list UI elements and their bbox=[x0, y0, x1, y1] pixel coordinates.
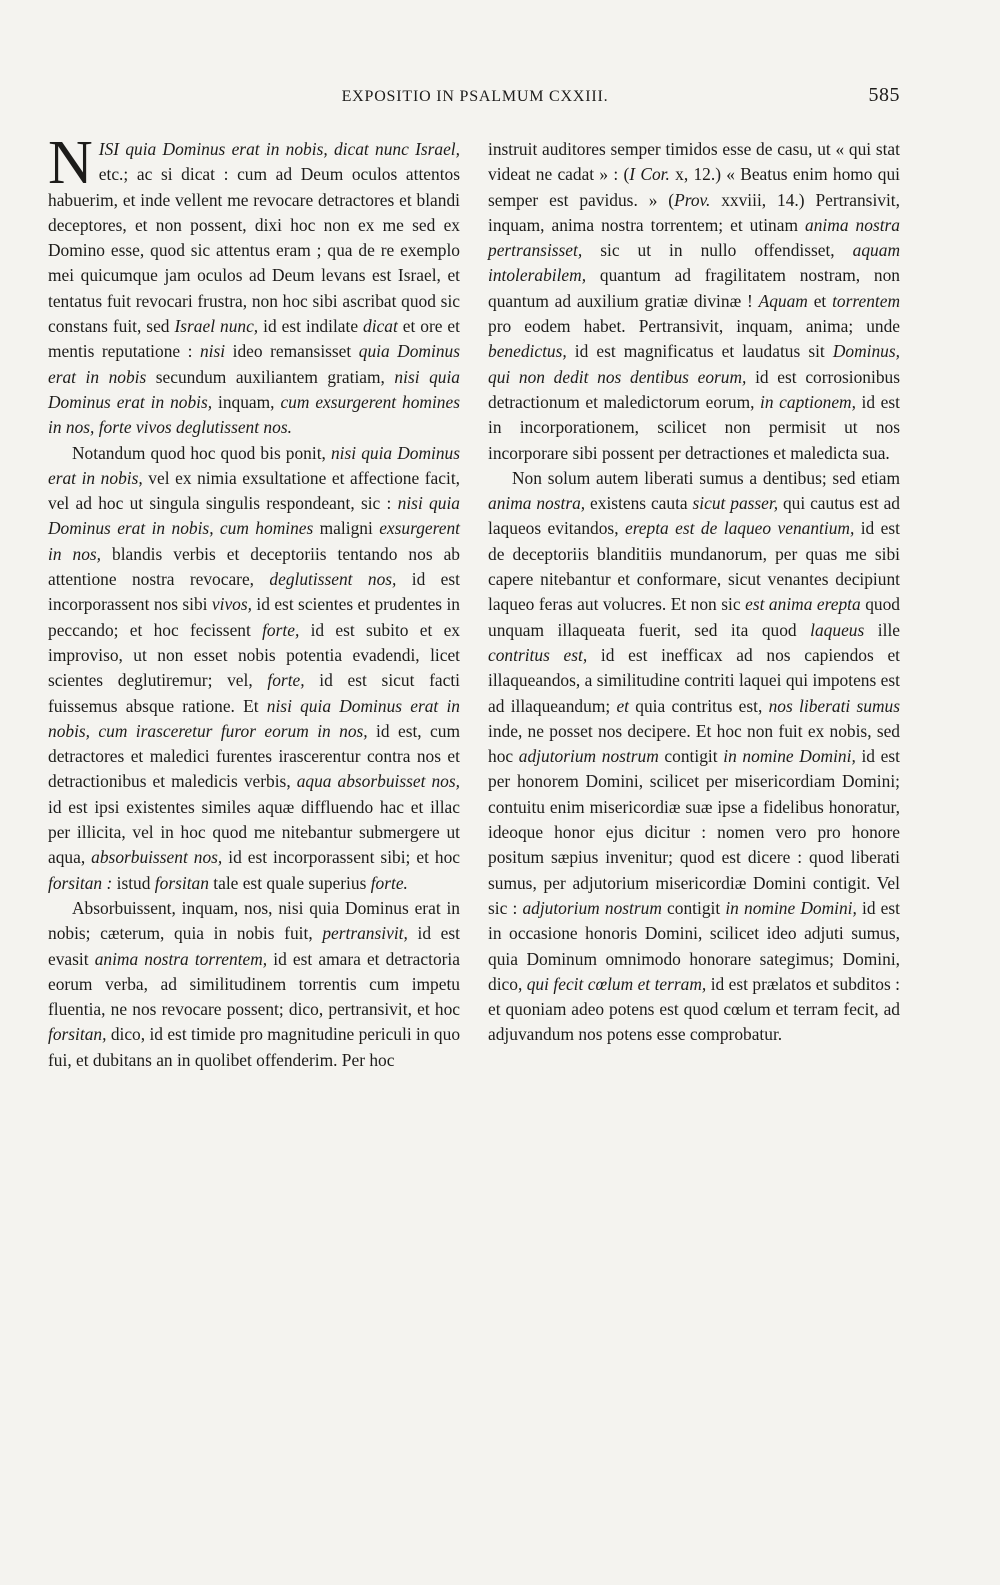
emphasis: vivos, bbox=[211, 594, 252, 615]
text-run: id est in occasione honoris Domini, scilicet ideo adjuti sumus, quia Dominum omnimodo honorare sategimus; Domini, dico, bbox=[488, 897, 900, 994]
text-run: inquam, bbox=[212, 391, 281, 412]
emphasis: Dominus, qui non dedit nos dentibus eorum, bbox=[488, 341, 900, 387]
paragraph bbox=[488, 137, 900, 466]
emphasis: in captionem, bbox=[760, 391, 856, 412]
emphasis: I Cor. bbox=[629, 164, 670, 185]
text-run: id est inefficax ad nos capiendos et illaqueandos, a similitudine contriti laquei qui impotens est ad illaqueandum; bbox=[488, 644, 900, 716]
text-run: Non solum autem liberati sumus a dentibus; sed etiam bbox=[512, 467, 900, 488]
emphasis: deglutissent nos, bbox=[269, 569, 397, 590]
text-run: tale est quale superius bbox=[208, 872, 371, 893]
emphasis: aqua absorbuisset nos, bbox=[296, 771, 460, 792]
text-run: inde, ne posset nos decipere. Et hoc non fuit ex nobis, sed hoc bbox=[488, 720, 900, 767]
emphasis: forsitan, bbox=[48, 1024, 107, 1045]
text-run: Absorbuissent, inquam, nos, nisi quia Dominus erat in nobis; cæterum, quia in nobis fuit, bbox=[48, 897, 460, 944]
running-title: EXPOSITIO IN PSALMUM CXXIII. bbox=[341, 88, 609, 105]
text-run: id est corrosionibus detractionum et maledictorum eorum, bbox=[488, 366, 900, 412]
emphasis: forte, bbox=[262, 619, 300, 640]
emphasis: contritus est, bbox=[488, 644, 588, 665]
text-run: id est, cum detractores et maledici furentes irascerentur contra nos et detractionibus et maledicis verbis, bbox=[48, 720, 460, 792]
emphasis: adjutorium nostrum bbox=[522, 897, 662, 918]
text-run: id est de deceptoriis blanditiis mundanorum, per quas me sibi capere nitebantur et conformare, sicut venantes decipiunt laqueo feras aut volucres. Et non sic bbox=[488, 518, 900, 615]
emphasis: erepta est de laqueo venantium, bbox=[624, 518, 855, 539]
paragraph bbox=[48, 896, 460, 1073]
right-column bbox=[488, 137, 900, 1048]
emphasis: est anima erepta bbox=[745, 594, 861, 615]
emphasis: absorbuissent nos, bbox=[91, 847, 223, 868]
text-run: ille bbox=[864, 619, 901, 640]
text-run: id est sicut facti fuissemus absque ratione. Et bbox=[48, 670, 460, 716]
page-number: 585 bbox=[868, 84, 900, 106]
text-run: et ore et mentis reputatione : bbox=[48, 316, 460, 362]
emphasis: anima nostra pertransisset, bbox=[488, 214, 901, 261]
emphasis: nisi quia Dominus erat in nobis, bbox=[48, 442, 460, 488]
text-run: id est subito et ex improviso, ut non esset nobis potentia evadendi, licet scientes deglutiremur; vel, bbox=[48, 619, 460, 691]
text-run: dico, id est timide pro magnitudine periculi in quo fui, et dubitans an in quolibet offenderim. Per hoc bbox=[48, 1024, 461, 1070]
left-column bbox=[48, 129, 461, 1073]
text-run: maligni bbox=[313, 518, 380, 539]
paragraph bbox=[488, 466, 900, 1048]
emphasis: forsitan : bbox=[48, 872, 113, 893]
emphasis: forte, bbox=[267, 670, 305, 691]
emphasis: nisi bbox=[199, 341, 226, 362]
emphasis: adjutorium nostrum bbox=[518, 746, 659, 767]
emphasis: in nomine Domini, bbox=[725, 897, 857, 918]
text-run: sic ut in nullo offendisset, bbox=[582, 240, 853, 261]
text-run: id est amara et detractoria eorum verba, ad similitudinem torrentis cum impetu fluentia, ne nos revocare possent; dico, pertransivit, et hoc bbox=[48, 948, 460, 1020]
text-run: istud bbox=[112, 872, 155, 893]
emphasis: Prov. bbox=[674, 189, 711, 210]
text-run: blandis verbis et deceptoriis tentando nos ab attentione nostra revocare, bbox=[48, 543, 460, 590]
emphasis: anima nostra torrentem, bbox=[94, 948, 268, 969]
drop-cap: N bbox=[48, 129, 93, 197]
text-run: instruit auditores semper timidos esse de casu, ut « qui stat videat ne cadat » : ( bbox=[488, 139, 900, 185]
text-run: id est in incorporationem, scilicet non permisit ut nos incorporare sibi possent per detractiones et maledicta sua. bbox=[488, 391, 901, 463]
text-run: id est magnificatus et laudatus sit bbox=[566, 341, 833, 362]
emphasis: nisi quia Dominus erat in nobis, cum irasceretur furor eorum in nos, bbox=[48, 695, 460, 741]
emphasis: cum exsurgerent homines in nos, forte vivos deglutissent nos. bbox=[48, 391, 460, 438]
text-run: etc.; ac si dicat : cum ad Deum oculos attentos habuerim, et inde vellent me revocare detractores et blandi deceptores, et non possent, dixi hoc non ex me sed ex Domino esse, quod sic attentus eram ; qua de re exemplo mei quicumque jam oculos ad Deum levans est Israel, et tentatus fuit revocari frustra, non hoc sibi ascribat quod sic constans fuit, sed bbox=[48, 164, 460, 337]
emphasis: sicut passer, bbox=[692, 493, 779, 514]
emphasis: dicat bbox=[363, 316, 398, 337]
text-run: secundum auxiliantem gratiam, bbox=[146, 366, 395, 387]
text-run: id est prælatos et subditos : et quoniam adeo potens est quod cœlum et terram fecit, ad adjuvandum nos potens esse comprobatur. bbox=[488, 973, 900, 1045]
text-run: et bbox=[807, 290, 833, 311]
text-run: existens cauta bbox=[585, 493, 693, 514]
emphasis: nisi quia Dominus erat in nobis, cum homines bbox=[48, 493, 460, 539]
text-run: quantum ad fragilitatem nostram, non quantum ad auxilium gratiæ divinæ ! bbox=[488, 265, 900, 311]
emphasis: laqueus bbox=[810, 619, 865, 640]
emphasis: qui fecit cœlum et terram, bbox=[526, 973, 707, 994]
emphasis: et bbox=[616, 695, 630, 716]
emphasis: forte. bbox=[370, 872, 408, 893]
text-run: quia contritus est, bbox=[629, 695, 769, 716]
text-run: contigit bbox=[658, 746, 724, 767]
text-run: id est incorporassent nos sibi bbox=[48, 569, 460, 615]
emphasis: nisi quia Dominus erat in nobis, bbox=[48, 366, 460, 412]
emphasis: benedictus, bbox=[488, 341, 567, 362]
text-run: id est evasit bbox=[48, 923, 460, 969]
text-run: id est indilate bbox=[258, 316, 364, 337]
text-run: id est incorporassent sibi; et hoc bbox=[222, 847, 460, 868]
paragraph bbox=[48, 441, 460, 896]
emphasis: nos liberati sumus bbox=[768, 695, 900, 716]
paragraph bbox=[48, 129, 460, 441]
emphasis: quia Dominus erat in nobis bbox=[48, 341, 460, 387]
text-run: pro eodem habet. Pertransivit, inquam, anima; unde bbox=[488, 316, 900, 337]
text-run: qui cautus est ad laqueos evitandos, bbox=[488, 493, 900, 539]
running-head bbox=[50, 84, 900, 114]
text-run: vel ex nimia exsultatione et affectione facit, vel ad hoc ut singula singulis respondeant, sic : bbox=[48, 467, 460, 514]
emphasis: pertransivit, bbox=[322, 923, 408, 944]
emphasis: exsurgerent in nos, bbox=[48, 518, 460, 564]
text-run: id est ipsi existentes similes aquæ diffluendo hac et illac per illicita, vel in hoc quod me nitebantur submergere ut aqua, bbox=[48, 796, 460, 868]
emphasis: Israel nunc, bbox=[174, 316, 259, 337]
emphasis: anima nostra, bbox=[488, 493, 586, 514]
text-run: ideo remansisset bbox=[225, 341, 359, 362]
text-run: contigit bbox=[661, 897, 726, 918]
text-run: id est per honorem Domini, scilicet per misericordiam Domini; contuitu enim misericordiæ suæ ipse a fidelibus honoratur, ideoque honor ejus dicitur : nomen vero pro honore positum sæpius invenitur; quod est dicere : quod liberati sumus, per adjutorium misericordiæ Domini contigit. Vel sic : bbox=[488, 746, 900, 918]
emphasis: forsitan bbox=[154, 872, 209, 893]
text-run: x, 12.) « Beatus enim homo qui semper est pavidus. » ( bbox=[488, 164, 900, 210]
text-run: xxviii, 14.) Pertransivit, inquam, anima nostra torrentem; et utinam bbox=[488, 189, 900, 235]
emphasis: torrentem bbox=[832, 290, 901, 311]
text-run: id est scientes et prudentes in peccando; et hoc fecissent bbox=[48, 594, 460, 640]
emphasis: ISI quia Dominus erat in nobis, dicat nunc Israel, bbox=[98, 139, 460, 159]
emphasis: Aquam bbox=[758, 290, 808, 311]
emphasis: aquam intolerabilem, bbox=[488, 240, 900, 286]
text-run: quod unquam illaqueata fuerit, sed ita quod bbox=[488, 594, 900, 640]
emphasis: in nomine Domini, bbox=[723, 746, 856, 767]
text-run: Notandum quod hoc quod bis ponit, bbox=[72, 442, 331, 463]
